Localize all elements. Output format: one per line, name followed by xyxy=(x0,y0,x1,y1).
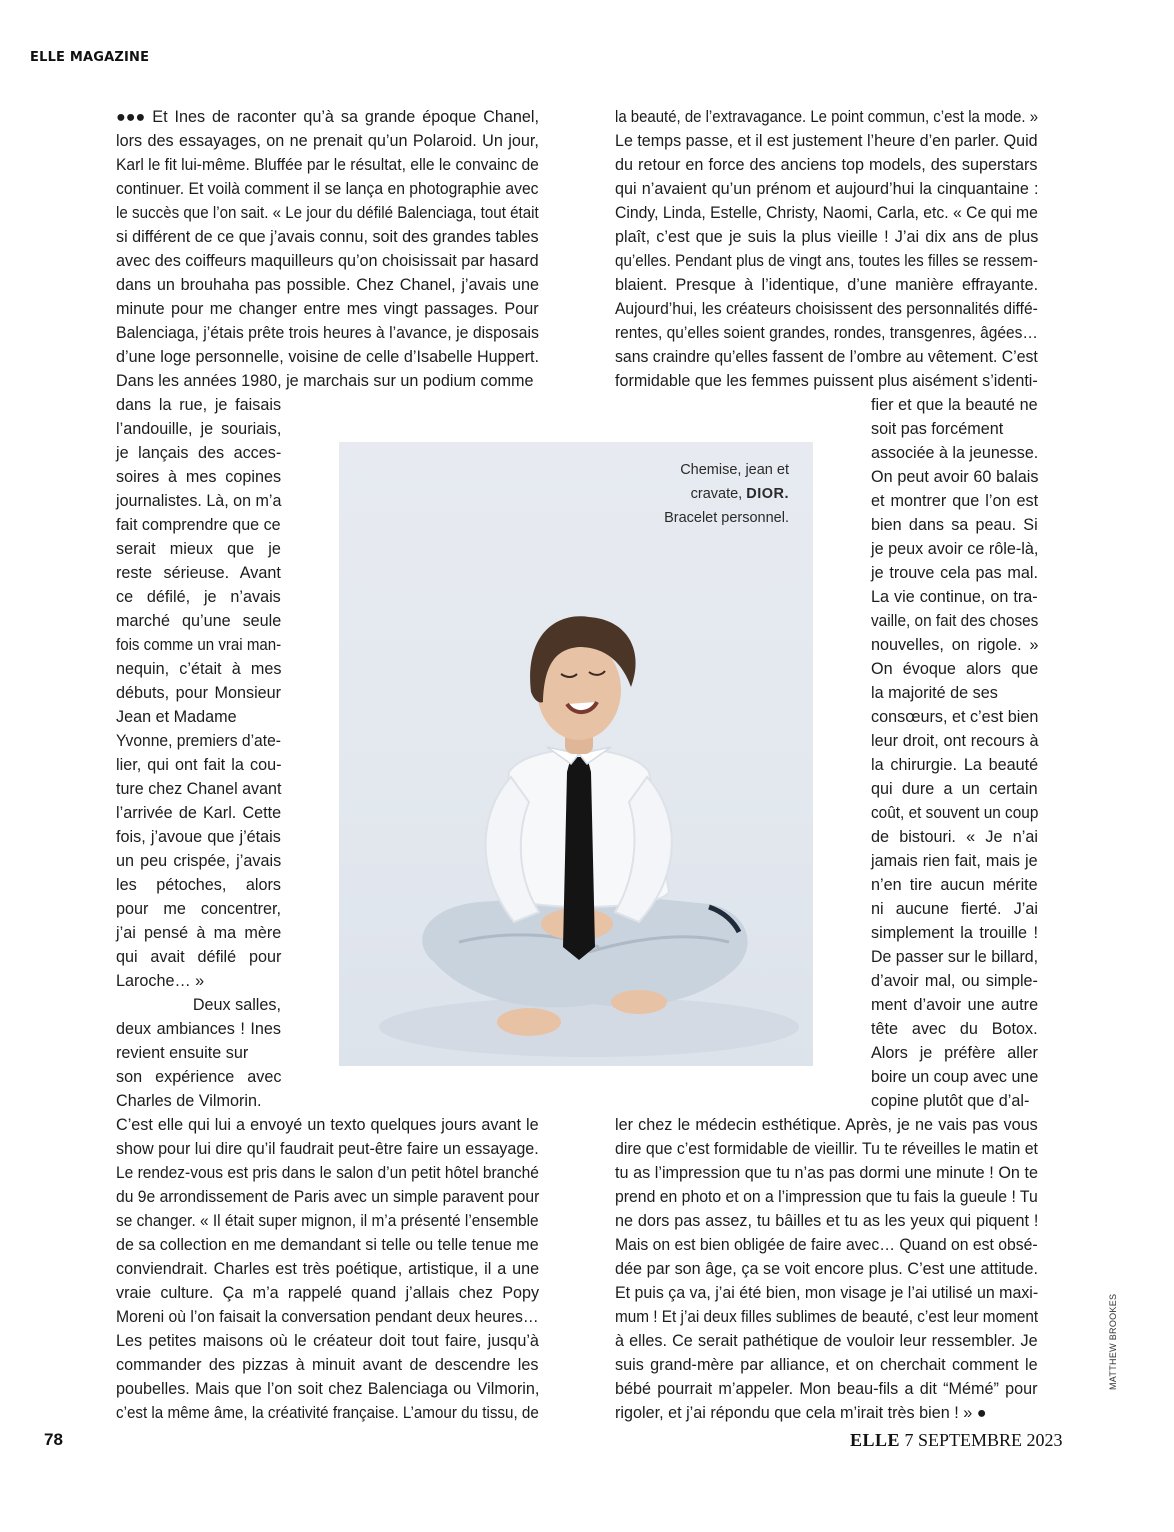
photo-credit: MATTHEW BROOKES xyxy=(1108,1293,1118,1390)
article-line: bébé pourrait m’appeler. Mon beau-fils a dit “Mémé” pour xyxy=(615,1380,1038,1398)
foot-right xyxy=(611,990,667,1014)
article-line: Le temps passe, et il est justement l’heure d’en parler. Quid xyxy=(615,132,1038,150)
article-line: dans un brouhaha pas possible. Chez Chanel, j’avais une xyxy=(116,276,540,294)
article-line: dans la rue, je faisais xyxy=(116,396,282,414)
article-line: mum ! Et j’ai deux filles sublimes de beauté, c’est leur moment xyxy=(615,1308,1039,1326)
article-line: se changer. « Il était super mignon, il m’a présenté l’ensemble xyxy=(116,1212,539,1230)
article-line: sans craindre qu’elles fassent de l’ombre au vêtement. C’est xyxy=(615,348,1038,366)
article-line: Les petites maisons où le créateur doit tout faire, jusqu’à xyxy=(116,1332,539,1350)
article-line: De passer sur le billard, xyxy=(871,948,1039,966)
article-line: la beauté, de l’extravagance. Le point commun, c’est la mode. » xyxy=(615,108,1039,126)
article-line: reste sérieuse. Avant xyxy=(116,564,281,582)
article-line: je trouve cela pas mal. xyxy=(871,564,1038,582)
caption-line: Chemise, jean et xyxy=(680,462,789,478)
article-line: j’ai pensé à ma mère xyxy=(116,924,282,942)
article-line: Karl le fit lui-même. Bluffée par le résultat, elle le convainc de xyxy=(116,156,539,174)
article-line: revient ensuite sur xyxy=(116,1044,249,1062)
article-line: vaille, on fait des choses xyxy=(871,612,1039,630)
caption-line xyxy=(664,482,789,506)
issue-date: 7 SEPTEMBRE 2023 xyxy=(900,1430,1063,1450)
article-line: qui n’avaient qu’un prénom et aujourd’hui la cinquantaine : xyxy=(615,180,1039,198)
article-line: dée par son âge, ça se voit encore plus. C’est une attitude. xyxy=(615,1260,1039,1278)
article-line: fois comme un vrai man- xyxy=(116,636,282,654)
article-line: journalistes. Là, on m’a xyxy=(116,492,282,510)
article-line: je lançais des acces- xyxy=(116,444,282,462)
article-line: Le rendez-vous est pris dans le salon d’un petit hôtel branché xyxy=(116,1164,539,1182)
article-line: ●●● Et Ines de raconter qu’à sa grande époque Chanel, xyxy=(116,108,540,126)
article-line: poubelles. Mais que l’on soit chez Balenciaga ou Vilmorin, xyxy=(116,1380,540,1398)
article-line: leur droit, ont recours à xyxy=(871,732,1039,750)
article-line: fois, j’avoue que j’étais xyxy=(116,828,281,846)
article-line: Yvonne, premiers d’ate- xyxy=(116,732,281,750)
article-line: Charles de Vilmorin. xyxy=(116,1092,262,1110)
article-photo xyxy=(339,442,813,1066)
article-line: ment d’avoir une autre xyxy=(871,996,1039,1014)
article-line: Aujourd’hui, les créateurs choisissent des personnalités diffé- xyxy=(615,300,1038,318)
article-line: Cindy, Linda, Estelle, Christy, Naomi, Carla, etc. « Ce qui me xyxy=(615,204,1038,222)
article-line: formidable que les femmes puissent plus aisément s’identi- xyxy=(615,372,1038,390)
article-line: tu as l’impression que tu n’as pas dormi une minute ! On te xyxy=(615,1164,1038,1182)
article-line: pour me concentrer, xyxy=(116,900,281,918)
article-line: prend en photo et on a l’impression que tu fais la gueule ! Tu xyxy=(615,1188,1038,1206)
article-line: n’en tire aucun mérite xyxy=(871,876,1038,894)
article-line: bien dans sa peau. Si xyxy=(871,516,1038,534)
article-line: ler chez le médecin esthétique. Après, je ne vais pas vous xyxy=(615,1116,1038,1134)
article-line: Jean et Madame xyxy=(116,708,237,726)
article-line: qu’elles. Pendant plus de vingt ans, toutes les filles se ressem- xyxy=(615,252,1038,270)
article-line: Moreni où l’on faisait la conversation pendant deux heures… xyxy=(116,1308,539,1326)
article-line: la majorité de ses xyxy=(871,684,998,702)
article-line: tête avec du Botox. xyxy=(871,1020,1038,1038)
article-line: du retour en force des anciens top models, des superstars xyxy=(615,156,1038,174)
article-line: suis grand-mère par alliance, et on cherchait comment le xyxy=(615,1356,1038,1374)
article-line: serait mieux que je xyxy=(116,540,281,558)
article-line: l’arrivée de Karl. Cette xyxy=(116,804,282,822)
issue-logo: ELLE xyxy=(850,1430,901,1450)
article-line: ne dors pas assez, tu bâilles et tu as les yeux qui piquent ! xyxy=(615,1212,1039,1230)
article-line: continuer. Et voilà comment il se lança en photographie avec xyxy=(116,180,539,198)
article-line: ture chez Chanel avant xyxy=(116,780,282,798)
article-line: Dans les années 1980, je marchais sur un podium comme xyxy=(116,372,534,390)
article-line: Et puis ça va, j’ai été bien, mon visage je l’ai utilisé un maxi- xyxy=(615,1284,1039,1302)
article-line: jamais rien fait, mais je xyxy=(871,852,1038,870)
article-line: rigoler, et j’ai répondu que cela m’irait très bien ! » ● xyxy=(615,1404,987,1422)
article-line: ni aucune fierté. J’ai xyxy=(871,900,1038,918)
article-line: conviendrait. Charles est très poétique, artistique, il a une xyxy=(116,1260,540,1278)
article-line: C’est elle qui lui a envoyé un texto quelques jours avant le xyxy=(116,1116,539,1134)
article-line: ce défilé, je n’avais xyxy=(116,588,281,606)
article-line: de sa collection en me demandant si telle ou telle tenue me xyxy=(116,1236,539,1254)
article-line: minute pour me changer entre mes vingt passages. Pour xyxy=(116,300,539,318)
article-line: et montrer que l’on est xyxy=(871,492,1039,510)
article-line: On peut avoir 60 balais xyxy=(871,468,1039,486)
article-line: commander des pizzas à minuit avant de descendre les xyxy=(116,1356,539,1374)
article-line: copine plutôt que d’al- xyxy=(871,1092,1030,1110)
article-line: marché qu’une seule xyxy=(116,612,282,630)
article-line: lors des essayages, on ne prenait qu’un Polaroid. Un jour, xyxy=(116,132,539,150)
caption-line: Bracelet personnel. xyxy=(664,510,789,526)
article-line: Alors je préfère aller xyxy=(871,1044,1038,1062)
article-line: qui dure a un certain xyxy=(871,780,1038,798)
article-line: On évoque alors que xyxy=(871,660,1039,678)
article-line: d’avoir mal, ou simple- xyxy=(871,972,1038,990)
portrait-illustration xyxy=(339,442,813,1066)
article-line: à elles. Ce serait pathétique de vouloir leur ressembler. Je xyxy=(615,1332,1038,1350)
caption-brand: DIOR. xyxy=(746,486,789,502)
magazine-masthead: ELLE MAGAZINE xyxy=(30,50,150,65)
article-line: son expérience avec xyxy=(116,1068,282,1086)
article-line: simplement la trouille ! xyxy=(871,924,1039,942)
article-line: dire que c’est formidable de vieillir. Tu te réveilles le matin et xyxy=(615,1140,1038,1158)
article-line: je peux avoir ce rôle-là, xyxy=(871,540,1039,558)
article-line: Mais on est bien obligée de faire avec… Quand on est obsé- xyxy=(615,1236,1038,1254)
article-line: La vie continue, on tra- xyxy=(871,588,1038,606)
article-line: avec des coiffeurs maquilleurs qu’on choisissait par hasard xyxy=(116,252,539,270)
article-line: d’une loge personnelle, voisine de celle d’Isabelle Huppert. xyxy=(116,348,540,366)
article-line: fait comprendre que ce xyxy=(116,516,281,534)
article-line: nouvelles, on rigole. » xyxy=(871,636,1039,654)
article-line: Deux salles, xyxy=(192,996,281,1014)
article-line: nequin, c’était à mes xyxy=(116,660,282,678)
article-line: de bistouri. « Je n’ai xyxy=(871,828,1038,846)
photo-caption xyxy=(664,458,789,530)
article-line: show pour lui dire qu’il faudrait peut-être faire un essayage. xyxy=(116,1140,539,1158)
article-line: le succès que l’on sait. « Le jour du défilé Balenciaga, tout était xyxy=(116,204,539,222)
article-line: rentes, qu’elles soient grandes, rondes, transgenres, âgées… xyxy=(615,324,1038,342)
article-line: coût, et souvent un coup xyxy=(871,804,1039,822)
article-line: si différent de ce que j’avais connu, soit des grandes tables xyxy=(116,228,539,246)
article-line: Balenciaga, j’étais prête trois heures à l’avance, je disposais xyxy=(116,324,539,342)
article-line: du 9e arrondissement de Paris avec un simple paravent pour xyxy=(116,1188,540,1206)
article-line: l’andouille, je souriais, xyxy=(116,420,282,438)
article-line: blaient. Presque à l’identique, d’une manière effrayante. xyxy=(615,276,1039,294)
article-line: associée à la jeunesse. xyxy=(871,444,1039,462)
article-line: plaît, c’est que je suis la plus vieille ! J’ai dix ans de plus xyxy=(615,228,1039,246)
article-line: c’est la même âme, la créativité française. L’amour du tissu, de xyxy=(116,1404,539,1422)
article-line: boire un coup avec une xyxy=(871,1068,1039,1086)
article-line: Laroche… » xyxy=(116,972,205,990)
article-line: qui avait défilé pour xyxy=(116,948,282,966)
article-line: vraie culture. Ça m’a rappelé quand j’allais chez Popy xyxy=(116,1284,540,1302)
article-line: les pétoches, alors xyxy=(116,876,281,894)
page-number: 78 xyxy=(44,1430,63,1449)
article-line: fier et que la beauté ne xyxy=(871,396,1038,414)
article-line: soires à mes copines xyxy=(116,468,282,486)
article-line: lier, qui ont fait la cou- xyxy=(116,756,282,774)
issue-footer xyxy=(850,1430,1063,1451)
caption-text: cravate, xyxy=(690,486,747,502)
article-line: débuts, pour Monsieur xyxy=(116,684,282,702)
article-line: soit pas forcément xyxy=(871,420,1004,438)
floor-shadow xyxy=(379,997,799,1057)
article-line: un peu crispée, j’avais xyxy=(116,852,282,870)
article-line: consœurs, et c’est bien xyxy=(871,708,1039,726)
article-line: la chirurgie. La beauté xyxy=(871,756,1039,774)
article-line: deux ambiances ! Ines xyxy=(116,1020,281,1038)
tie-shape xyxy=(563,757,595,960)
foot-left xyxy=(497,1008,561,1036)
